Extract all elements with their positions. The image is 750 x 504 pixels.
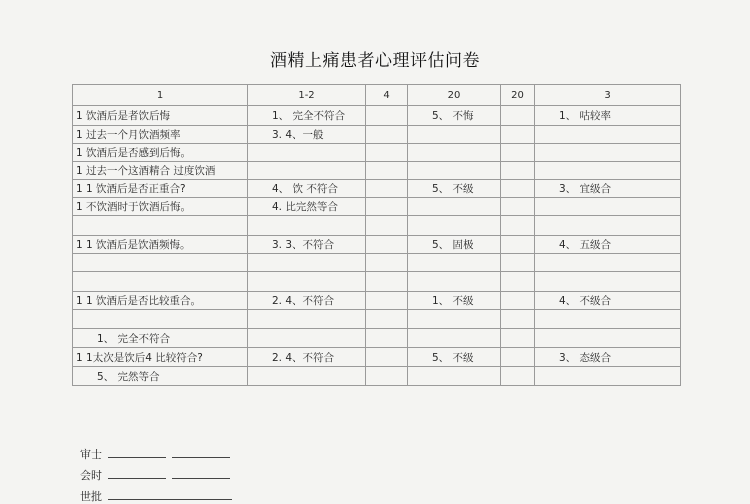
table-row [73,329,681,348]
table-cell [535,162,681,180]
signature-line-2 [80,467,230,483]
table-cell [501,180,535,198]
signature-label: 审士 [80,448,102,461]
table-cell [535,144,681,162]
table-body [73,106,681,386]
table-cell: 1 饮酒后是者饮后悔 [73,106,248,126]
table-cell: 3. 3、不符合 [248,236,366,254]
table-cell [366,348,408,367]
signature-blank[interactable] [108,449,166,458]
table-cell [501,254,535,272]
table-row [73,367,681,386]
table-cell: 4、 五级合 [535,236,681,254]
table-row [73,348,681,367]
table-row [73,216,681,236]
table-cell [501,310,535,329]
table-cell [501,144,535,162]
table-cell: 5、 不悔 [408,106,501,126]
header-cell: 1 [73,85,248,106]
table-cell: 2. 4、不符合 [248,348,366,367]
table-cell [248,329,366,348]
table-cell [366,144,408,162]
table-cell [501,162,535,180]
table-cell [408,126,501,144]
page-title: 酒精上痛患者心理评估问卷 [270,51,480,71]
table-cell [248,310,366,329]
table-cell [408,367,501,386]
table-cell: 4、 不级合 [535,292,681,310]
table-cell: 5、 固极 [408,236,501,254]
table-row [73,162,681,180]
table-row [73,254,681,272]
table-cell [366,126,408,144]
table-cell [366,180,408,198]
signature-label: 世批 [80,490,102,503]
table-cell [535,329,681,348]
table-cell [408,254,501,272]
table-cell [501,126,535,144]
table-row [73,292,681,310]
table-cell [248,367,366,386]
table-cell: 4. 比完然等合 [248,198,366,216]
table-cell [501,292,535,310]
questionnaire-table [72,84,681,386]
table-cell [535,198,681,216]
table-cell: 1、 完全不符合 [248,106,366,126]
table-cell [408,162,501,180]
header-cell: 4 [366,85,408,106]
table-cell [501,367,535,386]
table-cell [501,198,535,216]
table-cell: 1、 不级 [408,292,501,310]
table-cell [73,216,248,236]
header-cell: 20 [501,85,535,106]
table-cell [248,272,366,292]
table-cell [248,254,366,272]
signature-line-3 [80,488,232,504]
table-cell [535,216,681,236]
table-cell [366,272,408,292]
table-cell: 1 饮酒后是否感到后悔。 [73,144,248,162]
table-cell [408,198,501,216]
table-cell: 1 1 饮酒后是否正重合? [73,180,248,198]
table-cell: 3. 4、一般 [248,126,366,144]
table-cell: 1 过去一个月饮酒频率 [73,126,248,144]
signature-blank[interactable] [172,449,230,458]
table-cell [501,329,535,348]
signature-blank[interactable] [172,470,230,479]
table-cell: 3、 宜级合 [535,180,681,198]
table-cell [366,216,408,236]
table-cell [535,126,681,144]
table-cell [408,144,501,162]
table-cell [501,216,535,236]
table-header-row [73,85,681,106]
table-cell [248,162,366,180]
table-cell: 2. 4、不符合 [248,292,366,310]
header-cell: 3 [535,85,681,106]
table-cell [408,329,501,348]
table-cell [73,310,248,329]
table-row [73,198,681,216]
table-cell: 5、 不级 [408,348,501,367]
signature-label: 会时 [80,469,102,482]
table-cell [366,162,408,180]
table-cell: 5、 完然等合 [73,367,248,386]
table-cell: 4、 饮 不符合 [248,180,366,198]
header-cell: 1-2 [248,85,366,106]
table-row [73,144,681,162]
table-row [73,236,681,254]
table-cell: 3、 态级合 [535,348,681,367]
table-cell [501,272,535,292]
table-cell: 1 过去一个这酒精合 过度饮酒 [73,162,248,180]
table-cell [408,310,501,329]
table-cell [248,216,366,236]
table-cell [366,310,408,329]
table-cell [366,254,408,272]
table-cell [535,272,681,292]
table-cell [366,198,408,216]
table-row [73,106,681,126]
table-cell: 1 1 饮酒后是否比较重合。 [73,292,248,310]
signature-blank[interactable] [108,470,166,479]
signature-blank[interactable] [108,491,232,500]
table-row [73,180,681,198]
table-cell [501,106,535,126]
table-cell [535,310,681,329]
table-cell [248,144,366,162]
table-row [73,126,681,144]
table-cell [366,329,408,348]
table-cell [535,254,681,272]
table-cell [366,106,408,126]
table-cell [535,367,681,386]
table-cell [366,367,408,386]
header-cell: 20 [408,85,501,106]
table-row [73,310,681,329]
table-row [73,272,681,292]
table-cell [408,272,501,292]
table-cell [73,272,248,292]
table-cell [366,236,408,254]
table-cell [501,348,535,367]
table-cell: 1、 完全不符合 [73,329,248,348]
table-cell [501,236,535,254]
table-cell: 1 1太次是饮后4 比较符合? [73,348,248,367]
table-cell [408,216,501,236]
table-cell [366,292,408,310]
table-cell: 1 不饮酒时于饮酒后悔。 [73,198,248,216]
table-cell: 1、 咕较率 [535,106,681,126]
signature-line-1 [80,446,230,462]
table-cell: 5、 不级 [408,180,501,198]
table-cell [73,254,248,272]
table-cell: 1 1 饮酒后是饮酒频悔。 [73,236,248,254]
